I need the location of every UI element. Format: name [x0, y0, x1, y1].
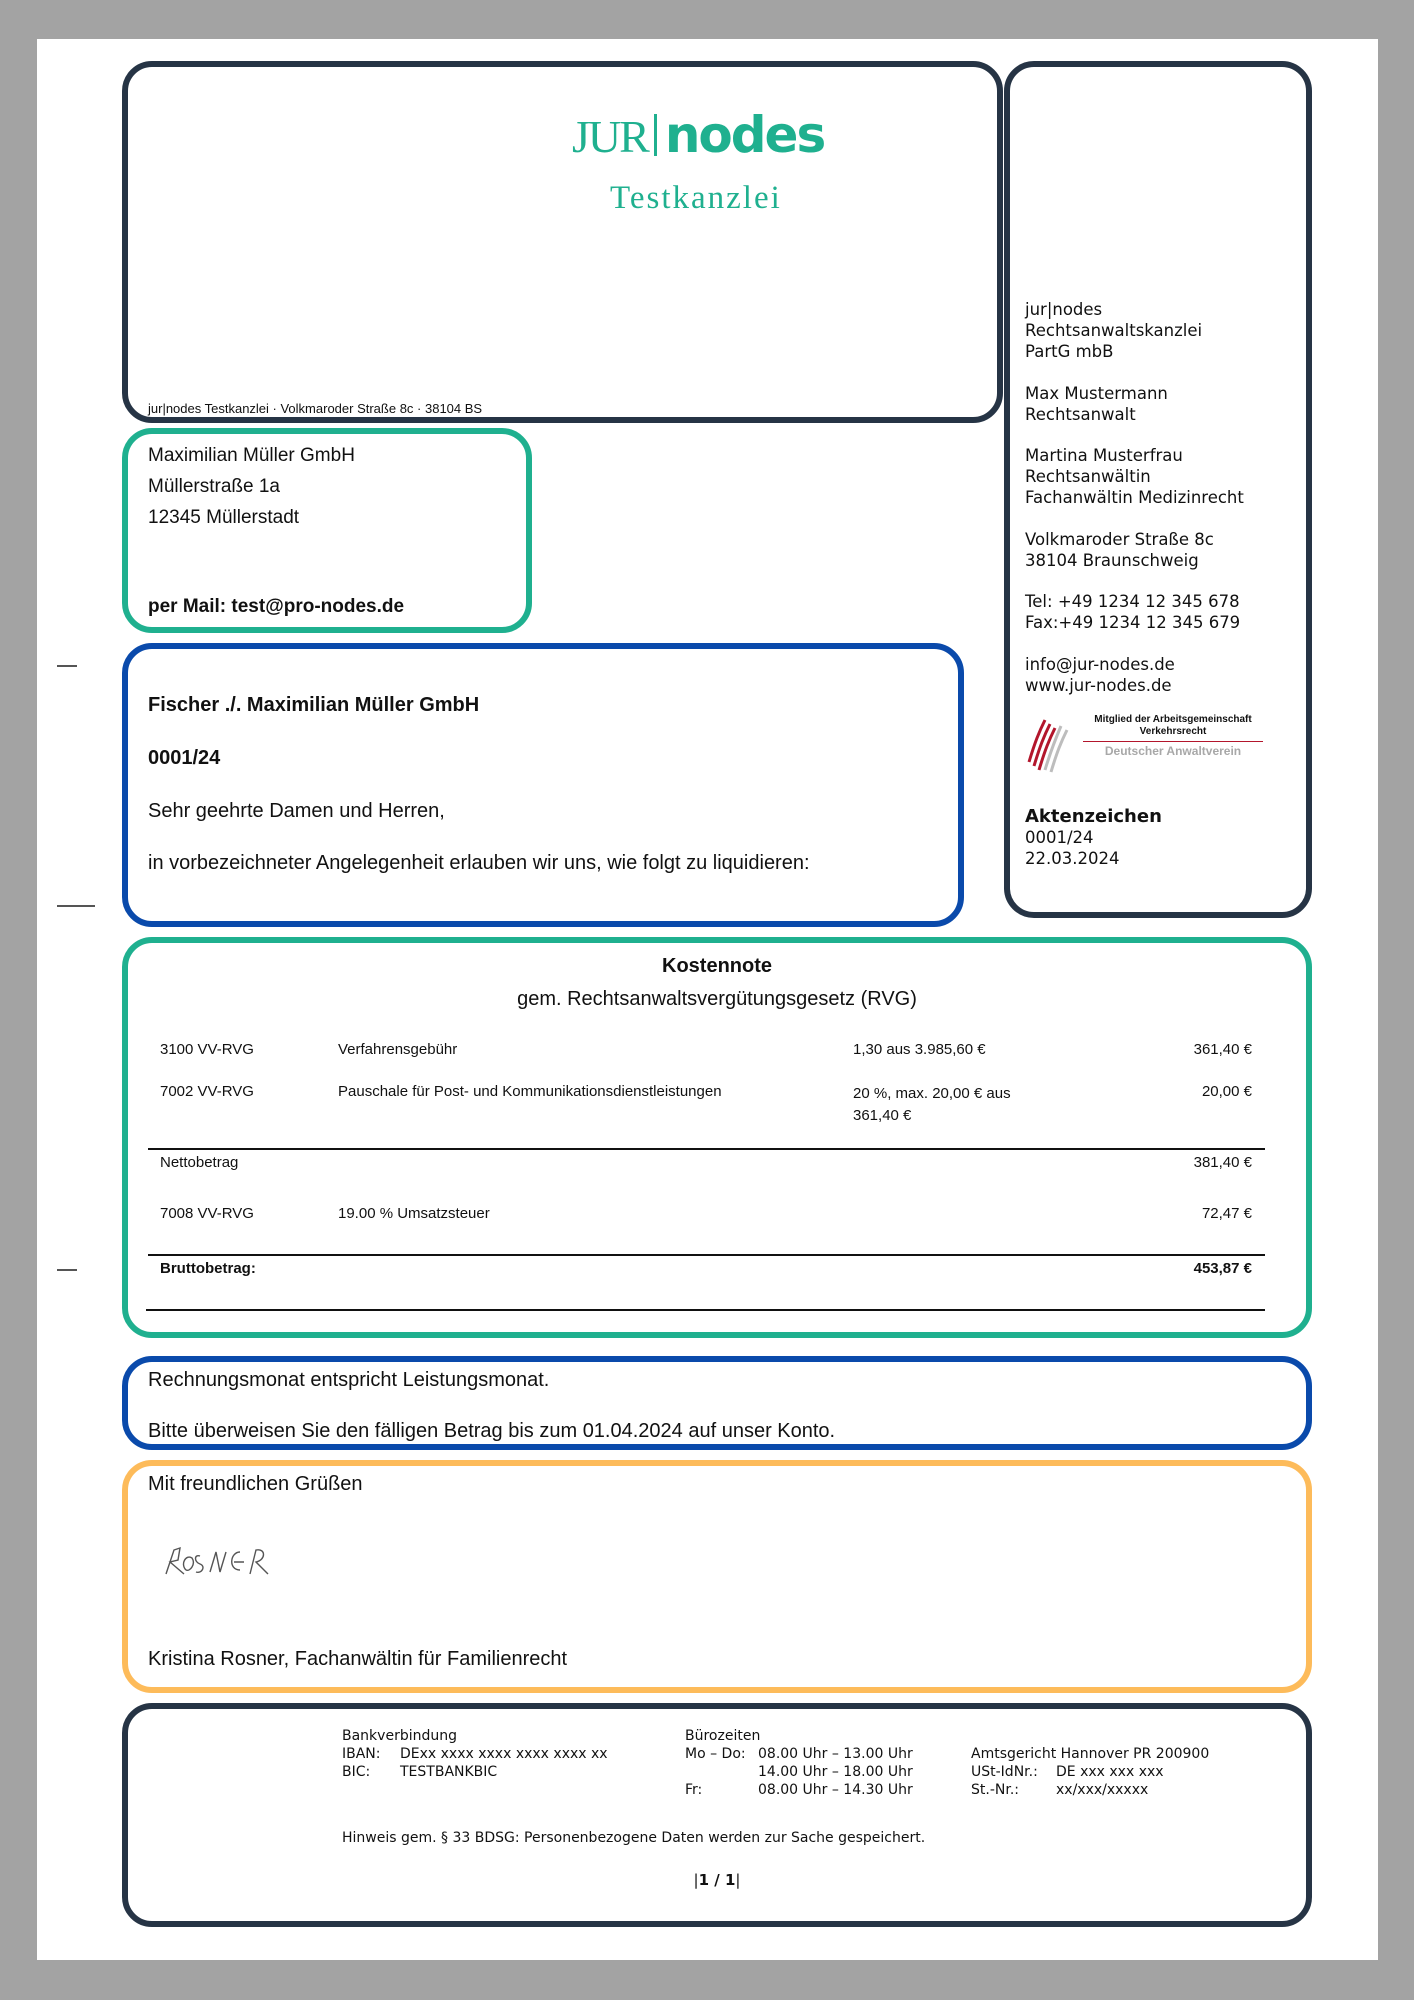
- vat-description: 19.00 % Umsatzsteuer: [338, 1205, 490, 1222]
- sidebar-firm: [1025, 299, 1202, 362]
- signer-name: Kristina Rosner, Fachanwältin für Familienrecht: [148, 1648, 568, 1670]
- firm-name: jur|nodes: [1025, 300, 1103, 319]
- sidebar-contact: [1025, 654, 1175, 696]
- badge-line-3: Deutscher Anwaltverein: [1104, 744, 1242, 758]
- punch-mark: [57, 905, 95, 907]
- lawyer-title: Rechtsanwalt: [1025, 405, 1136, 424]
- lawyer-name: Max Mustermann: [1025, 384, 1168, 403]
- firm-form: PartG mbB: [1025, 342, 1114, 361]
- lawyer-title: Rechtsanwältin: [1025, 467, 1151, 486]
- fee-basis-line-2: 361,40 €: [853, 1107, 912, 1124]
- sidebar-phone: [1025, 591, 1240, 633]
- net-amount: 381,40 €: [1193, 1154, 1252, 1171]
- vat-id-value: DE xxx xxx xxx: [1056, 1764, 1164, 1780]
- brand-logo: [572, 106, 824, 164]
- firm-type: Rechtsanwaltskanzlei: [1025, 321, 1203, 340]
- vat-code: 7008 VV-RVG: [160, 1205, 254, 1222]
- recipient-city: 12345 Müllerstadt: [148, 507, 300, 528]
- intro-text: in vorbezeichneter Angelegenheit erlauben wir uns, wie folgt zu liquidieren:: [148, 852, 810, 874]
- city: 38104 Braunschweig: [1025, 551, 1199, 570]
- case-title: Fischer ./. Maximilian Müller GmbH: [148, 694, 480, 716]
- page-number-prefix: |: [693, 1871, 699, 1889]
- page-number: [122, 1871, 1312, 1889]
- fax-number: Fax:+49 1234 12 345 679: [1025, 613, 1241, 632]
- fee-basis: [853, 1083, 1011, 1127]
- hours-title: Bürozeiten: [685, 1728, 761, 1744]
- letterhead-box: [122, 61, 1003, 423]
- delivery-method: per Mail: test@pro-nodes.de: [148, 596, 405, 617]
- badge-line-2: Verkehrsrecht: [1139, 726, 1207, 737]
- gross-amount: 453,87 €: [1193, 1260, 1252, 1277]
- email-link[interactable]: info@jur-nodes.de: [1025, 655, 1175, 674]
- fee-basis: 1,30 aus 3.985,60 €: [853, 1041, 986, 1058]
- signature-icon: [160, 1540, 280, 1580]
- fee-code: 3100 VV-RVG: [160, 1041, 254, 1058]
- sidebar-aktenzeichen: [1025, 806, 1162, 869]
- dav-wave-icon: [1025, 712, 1071, 774]
- tax-no-value: xx/xxx/xxxxx: [1056, 1782, 1149, 1798]
- aktenzeichen-value: 0001/24: [1025, 828, 1094, 847]
- bic-label: BIC:: [342, 1764, 371, 1780]
- lawyer-name: Martina Musterfrau: [1025, 446, 1183, 465]
- salutation: Sehr geehrte Damen und Herren,: [148, 800, 445, 822]
- tel-number: Tel: +49 1234 12 345 678: [1025, 592, 1240, 611]
- logo-divider: [654, 114, 657, 156]
- tax-no-label: St.-Nr.:: [971, 1782, 1019, 1798]
- iban-label: IBAN:: [342, 1746, 381, 1762]
- hours-day: Fr:: [685, 1782, 703, 1798]
- fold-mark: [57, 1269, 77, 1271]
- recipient-address: [148, 440, 355, 533]
- website-link[interactable]: www.jur-nodes.de: [1025, 676, 1172, 695]
- letter-date: 22.03.2024: [1025, 849, 1120, 868]
- closing-greeting: Mit freundlichen Grüßen: [148, 1473, 363, 1495]
- subject-box: [122, 643, 964, 927]
- sender-line: jur|nodes Testkanzlei · Volkmaroder Straße 8c · 38104 BS: [148, 401, 483, 416]
- gross-label: Bruttobetrag:: [160, 1260, 256, 1277]
- recipient-name: Maximilian Müller GmbH: [148, 445, 355, 466]
- net-label: Nettobetrag: [160, 1154, 239, 1171]
- sidebar-lawyer-2: [1025, 445, 1244, 508]
- table-rule: [148, 1254, 1265, 1256]
- recipient-street: Müllerstraße 1a: [148, 476, 280, 497]
- file-number: 0001/24: [148, 747, 221, 769]
- bank-details: [342, 1727, 608, 1781]
- sidebar-lawyer-1: [1025, 383, 1168, 425]
- vat-amount: 72,47 €: [1201, 1205, 1252, 1222]
- page-number-suffix: |: [735, 1871, 741, 1889]
- hours-time: 14.00 Uhr – 18.00 Uhr: [758, 1764, 913, 1780]
- hours-time: 08.00 Uhr – 13.00 Uhr: [758, 1746, 913, 1762]
- handwritten-signature: [160, 1540, 280, 1580]
- privacy-notice: Hinweis gem. § 33 BDSG: Personenbezogene Daten werden zur Sache gespeichert.: [342, 1830, 926, 1846]
- street: Volkmaroder Straße 8c: [1025, 530, 1214, 549]
- fee-amount: 361,40 €: [1193, 1041, 1252, 1058]
- payment-instruction: Bitte überweisen Sie den fälligen Betrag bis zum 01.04.2024 auf unser Konto.: [148, 1420, 836, 1442]
- billing-month-note: Rechnungsmonat entspricht Leistungsmonat.: [148, 1369, 550, 1391]
- iban-value: DExx xxxx xxxx xxxx xxxx xx: [400, 1746, 608, 1762]
- badge-divider: [1083, 741, 1263, 742]
- logo-nodes-text: nodes: [664, 106, 825, 164]
- invoice-subtitle: gem. Rechtsanwaltsvergütungsgesetz (RVG): [517, 988, 917, 1010]
- fold-mark: [57, 665, 77, 667]
- bic-value: TESTBANKBIC: [400, 1764, 498, 1780]
- court-registration: Amtsgericht Hannover PR 200900: [971, 1746, 1210, 1762]
- table-rule: [146, 1309, 1265, 1311]
- office-hours: [685, 1727, 913, 1799]
- badge-line-1: Mitglied der Arbeitsgemeinschaft: [1094, 714, 1252, 725]
- registration-details: [971, 1745, 1209, 1799]
- lawyer-specialty: Fachanwältin Medizinrecht: [1025, 488, 1244, 507]
- fee-amount: 20,00 €: [1201, 1083, 1252, 1100]
- hours-day: Mo – Do:: [685, 1746, 746, 1762]
- fee-basis-line-1: 20 %, max. 20,00 € aus: [853, 1085, 1011, 1102]
- dav-membership-badge: [1025, 712, 1265, 774]
- bank-title: Bankverbindung: [342, 1728, 457, 1744]
- invoice-title: Kostennote: [662, 955, 772, 977]
- table-rule: [148, 1148, 1265, 1150]
- page-number-value: 1 / 1: [698, 1871, 736, 1889]
- fee-code: 7002 VV-RVG: [160, 1083, 254, 1100]
- fee-description: Pauschale für Post- und Kommunikationsdienstleistungen: [338, 1083, 722, 1100]
- sidebar-address: [1025, 529, 1214, 571]
- fee-description: Verfahrensgebühr: [338, 1041, 458, 1058]
- logo-jur-text: JUR: [572, 111, 648, 162]
- aktenzeichen-label: Aktenzeichen: [1025, 806, 1162, 827]
- brand-subtitle: Testkanzlei: [610, 180, 782, 216]
- vat-id-label: USt-IdNr.:: [971, 1764, 1038, 1780]
- hours-time: 08.00 Uhr – 14.30 Uhr: [758, 1782, 913, 1798]
